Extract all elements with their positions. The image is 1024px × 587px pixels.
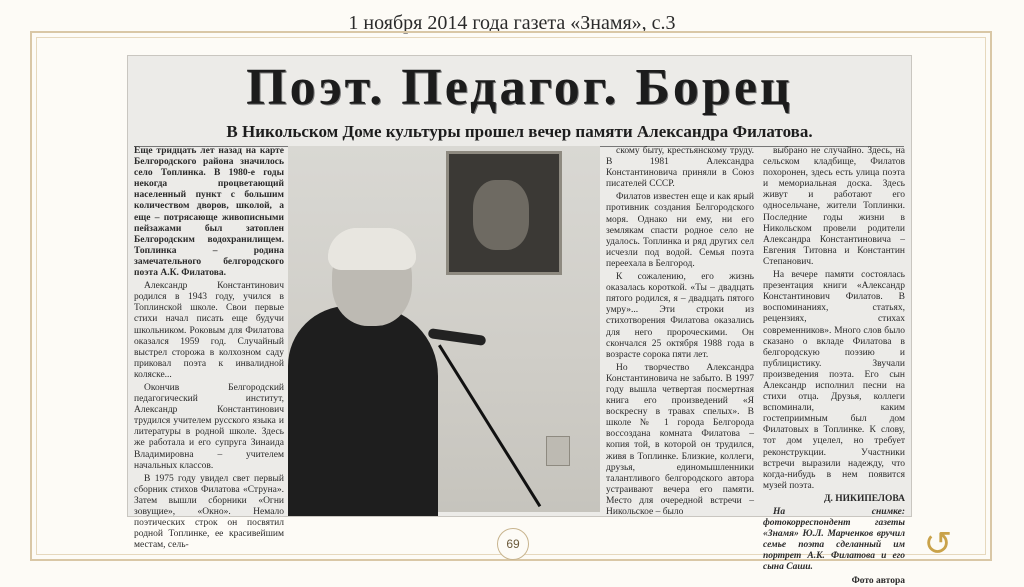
- article-paragraph: Но творчество Александра Константиновича не забыто. В 1997 году вышла четвертая посмертная книга его произведений «Я воскресну в травах спелых». В школе № 1 города Белгорода воссоздана комната Филатова – копия той, в которой он трудился, живя в Топлинке. Близкие, коллеги, друзья, единомышленники талантливого белгородского автора устраивают вечера его памяти. Место для очередной встречи – Никольское – было: [606, 362, 754, 517]
- article-paragraph: Александр Константинович родился в 1943 году, учился в Топлинской школе. Свои первые стихи начал писать еще будучи школьником. Роковым для Филатова оказался 1959 год. Случайный выстрел сторожа в колхозном саду приковал поэта к инвалидной коляске...: [134, 281, 284, 380]
- article-paragraph: Филатов известен еще и как ярый противник создания Белгородского моря. Однако ни ему, ни его землякам спасти родное село не удалось. Топлинка и ряд других сел исчезли под водой. Семья поэта переехала в Белгород.: [606, 192, 754, 269]
- photo-caption: На снимке: фотокорреспондент газеты «Знамя» Ю.Л. Марченков вручил семье поэта сделанный им портрет А.К. Филатова и его сына Саши.: [763, 507, 905, 573]
- microphone-icon: [428, 328, 487, 346]
- article-paragraph: выбрано не случайно. Здесь, на сельском кладбище, Филатов похоронен, здесь есть улица поэта и мемориальная доска. Здесь живут и работают его односельчане, жители Топлинки. Последние годы жизни в Никольском провели родители Александра Константиновича – Евгения Титовна и Константин Степанович.: [763, 146, 905, 267]
- article-subheadline: В Никольском Доме культуры прошел вечер памяти Александра Филатова.: [226, 122, 813, 141]
- article-column-3: [763, 146, 905, 586]
- article-paragraph: К сожалению, его жизнь оказалась короткой. «Ты – двадцать пятого родился, я – двадцать пятого умру»... Эти строки из стихотворения Филатова оказались для него пророческими. Он скончался 25 октября 1988 года в возрасте сорока пяти лет.: [606, 272, 754, 360]
- article-paragraph: В 1975 году увидел свет первый сборник стихов Филатова «Струна». Затем вышли сборники «Огни зовущие», «Окно». Немало поэтических строк он посвятил родной Топлинке, ее красивейшим местам, сель-: [134, 473, 284, 551]
- article-paragraph: Окончив Белгородский педагогический институт, Александр Константинович трудился учителем русского языка и литературы в родной школе. Здесь же работала и его супруга Зинаида Владимировна – учителем начальных классов.: [134, 382, 284, 471]
- article-column-2: [606, 146, 754, 517]
- article-paragraph: скому быту, крестьянскому труду. В 1981 Александра Константиновича приняли в Союз писателей СССР.: [606, 146, 754, 190]
- speaker-figure: [288, 306, 438, 516]
- article-photo: [288, 146, 600, 512]
- article-headline: Поэт. Педагог. Борец: [246, 59, 793, 116]
- wall-outlet: [546, 436, 570, 466]
- photo-credit: Фото автора: [851, 575, 905, 586]
- article-paragraph: На вечере памяти состоялась презентация книги «Александр Константинович Филатов. В воспоминаниях, статьях, рецензиях, стихах современников». Много слов было сказано о вкладе Филатова в белгородскую поэзию и публицистику. Звучали произведения поэта. Его сын Александр исполнил песни на стихи отца. Друзья, коллеги вспоминали, каким гостеприимным был дом Филатовых в Топлинке. К слову, тот дом уцелел, но требует реконструкции. Участники встречи выразили надежду, что когда-нибудь в нем появится музей поэта.: [763, 270, 905, 491]
- microphone-stand: [438, 344, 541, 507]
- article-lead-paragraph: Еще тридцать лет назад на карте Белгородского района значилось село Топлинка. В 1980-е годы некогда процветающий населенный пункт с большим количеством дворов, школой, а еще – потрясающе живописными пейзажами был затоплен Белгородским водохранилищем. Топлинка – родина замечательного белгородского поэта А.К. Филатова.: [134, 146, 284, 279]
- article-column-1: [134, 146, 284, 551]
- page-number: 69: [497, 528, 529, 560]
- portrait-painting: [446, 151, 562, 275]
- slide-title: 1 ноября 2014 года газета «Знамя», с.3: [348, 12, 676, 34]
- return-arrow-icon[interactable]: ↺: [923, 524, 953, 564]
- article-author: Д. НИКИПЕЛОВА: [823, 493, 905, 504]
